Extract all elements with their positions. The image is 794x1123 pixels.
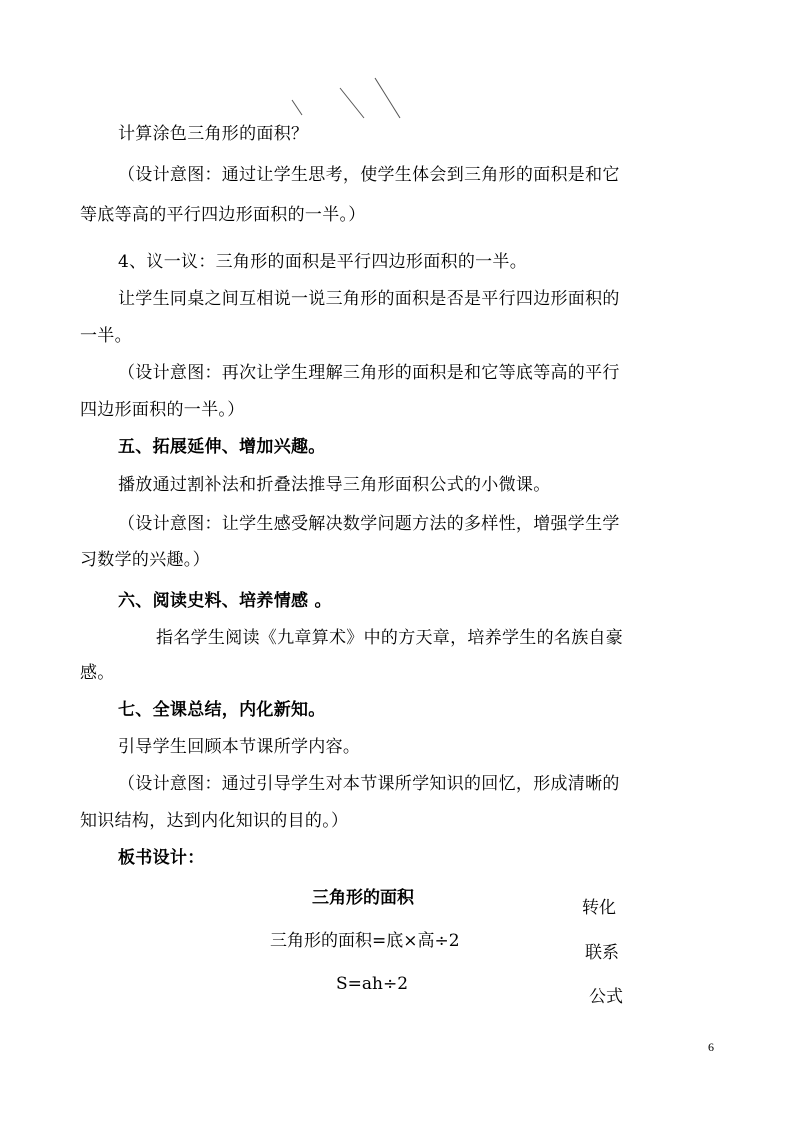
paragraph-text: 计算涂色三角形的面积？ bbox=[118, 124, 309, 144]
design-intent-note: 知识结构，达到内化知识的目的。） bbox=[80, 811, 349, 831]
paragraph-text: 让学生同桌之间互相说一说三角形的面积是否是平行四边形面积的 bbox=[118, 289, 620, 309]
section-heading: 六、阅读史料、培养情感 。 bbox=[118, 591, 332, 611]
board-formula-symbols: S=ah÷2 bbox=[336, 974, 409, 994]
paragraph-text: 4、议一议：三角形的面积是平行四边形面积的一半。 bbox=[118, 252, 528, 272]
hatch-marks-figure bbox=[280, 70, 420, 130]
page-number: 6 bbox=[708, 1040, 714, 1054]
paragraph-text: 引导学生回顾本节课所学内容。 bbox=[118, 737, 361, 757]
board-side-label: 转化 bbox=[582, 898, 616, 918]
section-heading: 五、拓展延伸、增加兴趣。 bbox=[118, 437, 326, 457]
design-intent-note: （设计意图：再次让学生理解三角形的面积是和它等底等高的平行 bbox=[118, 363, 620, 383]
paragraph-text: 一半。 bbox=[80, 326, 132, 346]
design-intent-note: （设计意图：通过引导学生对本节课所学知识的回忆，形成清晰的 bbox=[118, 774, 620, 794]
design-intent-note: （设计意图：让学生感受解决数学问题方法的多样性，增强学生学 bbox=[118, 514, 620, 534]
paragraph-text: 指名学生阅读《九章算术》中的方天章，培养学生的名族自豪 bbox=[156, 628, 624, 648]
board-formula-words: 三角形的面积=底×高÷2 bbox=[270, 931, 460, 951]
board-design-heading: 板书设计： bbox=[118, 848, 205, 868]
design-intent-note: 习数学的兴趣。） bbox=[80, 550, 210, 570]
board-side-label: 联系 bbox=[585, 943, 619, 963]
board-side-label: 公式 bbox=[589, 987, 623, 1007]
paragraph-text: 播放通过割补法和折叠法推导三角形面积公式的小微课。 bbox=[118, 475, 551, 495]
design-intent-note: （设计意图：通过让学生思考，使学生体会到三角形的面积是和它 bbox=[118, 165, 620, 185]
paragraph-text: 感。 bbox=[80, 663, 115, 683]
design-intent-note: 等底等高的平行四边形面积的一半。） bbox=[80, 205, 366, 225]
section-heading: 七、全课总结，内化新知。 bbox=[118, 700, 326, 720]
design-intent-note: 四边形面积的一半。） bbox=[80, 400, 245, 420]
board-title: 三角形的面积 bbox=[312, 888, 414, 908]
